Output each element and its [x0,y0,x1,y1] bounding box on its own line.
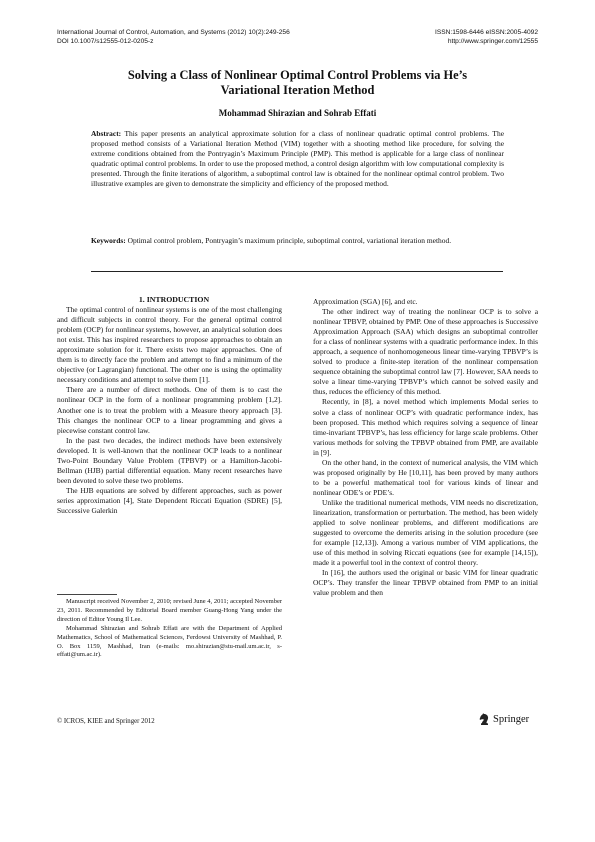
footnote-affiliation: Mohammad Shirazian and Sohrab Effati are with the Department of Applied Mathematics, School of Mathematical Sciences, Ferdowsi University of Mashhad, P. O. Box 1159, Mashhad, Iran (e-mails: mo.shirazian@stu-mail.um.ac.ir, s-effati@um.ac.ir). [57,624,282,659]
right-column [313,297,538,598]
issn-header [398,28,538,46]
left-column [57,295,282,516]
copyright-notice: © ICROS, KIEE and Springer 2012 [57,718,155,725]
body-paragraph: The other indirect way of treating the nonlinear OCP is to solve a nonlinear TPBVP, obtained by PMP. One of these approaches is Successive Approximation Approach (SAA) which designs an suboptimal controller for a class of nonlinear systems with a quadratic performance index. In this approach, a sequence of nonhomogeneous linear time-varying TPBVP’s is solved to produce a finite-step iteration of the nonlinear compensation sequence obtaining the suboptimal control law [7]. However, SAA needs to solve a linear time-varying TPBVP’s which cannot be solved easily and thus, reduces the efficiency of this method. [313,307,538,397]
footnotes [57,598,282,660]
body-paragraph: Unlike the traditional numerical methods, VIM needs no discretization, linearization, transformation or perturbation. The method, has been widely applied to solve nonlinear problems, and different modifications are suggested to overcome the demerits arising in the solution procedure (see for example [12,13]). Among a various number of VIM applications, the use of this method in solving Riccati equations (see for example [14,15]), made it a powerful tool in the context of control theory. [313,497,538,568]
section-title-introduction: 1. INTRODUCTION [138,295,210,304]
body-paragraph: The HJB equations are solved by different approaches, such as power series approximation [4], State Dependent Riccati Equation (SDRE) [5], Successive Galerkin [57,485,282,515]
abstract-text: This paper presents an analytical approximate solution for a class of nonlinear quadratic optimal control problems. The proposed method consists of a Variational Iteration Method (VIM) together with a shooting method like procedure, for solving the extreme conditions obtained from the Pontryagin’s Maximum Principle (PMP). This method is applicable for a large class of nonlinear quadratic optimal control problems. In order to use the proposed method, a control design algorithm with low computational complexity is presented. Through the finite iterations of algorithm, a suboptimal control law is obtained for the nonlinear optimal control problem. Two illustrative examples are given to demonstrate the simplicity and efficiency of the proposed method. [91,129,504,189]
body-paragraph: On the other hand, in the context of numerical analysis, the VIM which was proposed originally by He [10,11], has been proved by many authors to be a powerful mathematical tool for various kinds of linear and nonlinear ODE’s or PDE’s. [313,457,538,497]
body-paragraph: Approximation (SGA) [6], and etc. [313,297,418,306]
paper-title-line1: Solving a Class of Nonlinear Optimal Control Problems via He’s [127,68,468,82]
keywords-label: Keywords: [91,236,126,245]
footnote-divider [57,594,117,595]
springer-logo-text: Springer [493,714,530,725]
body-paragraph: Recently, in [8], a novel method which implements Modal series to solve a class of nonlinear OCP’s with quadratic performance index, has been proposed. This method which requires solving a sequence of linear time-invariant TPBVP’s, has less efficiency for large scale problems. Other various methods for solving the TPBVP obtained from PMP, are available in [9]. [313,397,538,457]
keywords-text: Optimal control problem, Pontryagin’s maximum principle, suboptimal control, variational iteration method. [125,236,452,245]
springer-url-link[interactable]: http://www.springer.com/12555 [447,38,538,45]
paper-title [70,68,525,98]
journal-citation: International Journal of Control, Automation, and Systems (2012) 10(2):249-256 [57,29,290,36]
abstract [91,129,504,190]
abstract-divider [91,271,503,272]
paper-authors: Mohammad Shirazian and Sohrab Effati [218,108,377,118]
body-paragraph: In the past two decades, the indirect methods have been extensively developed. It is well-known that the nonlinear OCP leads to a nonlinear Two-Point Boundary Value Problem (TPBVP) or a Hamilton-Jacobi-Bellman (HJB) partial differential equation. Many recent researches have been devoted to solve these two problems. [57,435,282,485]
paper-title-line2: Variational Iteration Method [220,83,375,97]
body-paragraph: There are a number of direct methods. One of them is to cast the nonlinear OCP in the form of a nonlinear programming problem [1,2]. Another one is to treat the problem with a Measure theory approach [3]. This changes the nonlinear OCP to a linear programming and gives a piecewise constant control law. [57,385,282,435]
springer-logo [479,713,529,726]
doi-link[interactable]: DOI 10.1007/s12555-012-0205-z [57,38,154,45]
springer-chess-knight-icon [479,713,490,726]
footnote-manuscript: Manuscript received November 2, 2010; revised June 4, 2011; accepted November 23, 2011. Recommended by Editorial Board member Guang-Hong Yang under the direction of Editor Young Il Lee. [57,598,282,623]
issn-text: ISSN:1598-6446 eISSN:2005-4092 [434,29,538,36]
body-paragraph: The optimal control of nonlinear systems is one of the most challenging and difficult subjects in control theory. For the general optimal control problem (OCP) for nonlinear systems, however, an analytical solution does not exist. This has inspired researchers to propose approaches to obtain an approximate solution for it. There exists two major approaches. One of them is to directly face the problem and attempt to find a minimum of the objective (or Lagrangian) functional. The other one is using the optimality necessary conditions and attempt to solve them [1]. [57,305,282,385]
body-paragraph: In [16], the authors used the original or basic VIM for linear quadratic OCP’s. They transfer the linear TPBVP obtained from PMP to an initial value problem and then [313,568,538,598]
keywords [91,236,504,246]
abstract-label: Abstract: [91,129,122,138]
journal-header [57,28,290,46]
